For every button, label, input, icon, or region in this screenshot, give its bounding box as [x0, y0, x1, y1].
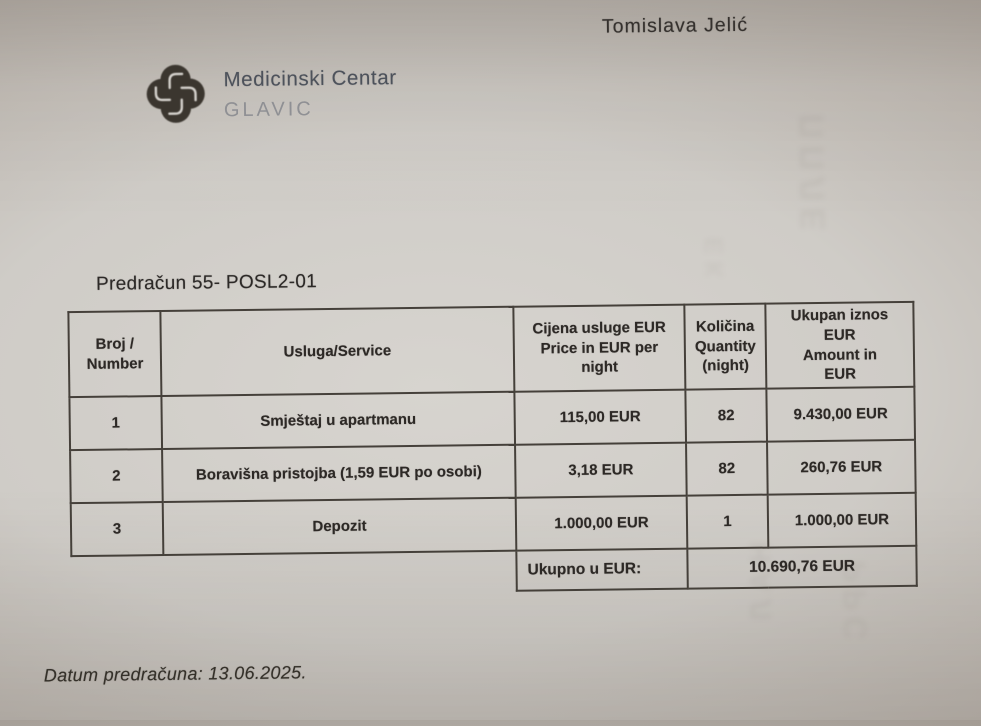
org-name: Medicinski Centar — [223, 66, 397, 92]
bleedthrough-mark: РРС — [836, 560, 874, 647]
org-subname: GLAVIC — [223, 98, 314, 122]
col-header-quantity: Količina Quantity (night) — [684, 304, 766, 390]
row1-number: 1 — [69, 396, 162, 450]
document-date: Datum predračuna: 13.06.2025. — [43, 662, 307, 686]
row2-amount: 260,76 EUR — [767, 440, 916, 495]
col-header-price: Cijena usluge EUR Price in EUR per night — [513, 305, 685, 392]
invoice-table-wrap — [67, 301, 915, 597]
row3-price: 1.000,00 EUR — [516, 496, 688, 551]
row3-quantity: 1 — [687, 495, 769, 549]
col-header-service: Usluga/Service — [160, 307, 514, 396]
col-header-amount: Ukupan iznos EUR Amount in EUR — [765, 302, 914, 389]
row3-amount: 1.000,00 EUR — [768, 493, 917, 548]
row2-quantity: 82 — [686, 442, 768, 496]
document-title: Predračun 55- POSL2-01 — [95, 271, 318, 295]
row1-amount: 9.430,00 EUR — [766, 387, 915, 442]
bleedthrough-mark: ЕК — [698, 237, 730, 285]
row2-number: 2 — [70, 449, 163, 503]
row3-number: 3 — [71, 502, 164, 556]
total-value: 10.690,76 EUR — [687, 546, 916, 589]
row2-price: 3,18 EUR — [515, 443, 687, 498]
table-header-row — [68, 302, 914, 398]
col-header-number: Broj / Number — [68, 311, 161, 397]
brand-text — [223, 58, 397, 122]
row1-price: 115,00 EUR — [514, 390, 686, 445]
row1-quantity: 82 — [685, 389, 767, 443]
total-label: Ukupno u EUR: — [516, 549, 687, 591]
row2-service: Boravišna pristojba (1,59 EUR po osobi) — [162, 445, 516, 502]
bleedthrough-mark: НАЛ — [744, 541, 779, 628]
invoice-table — [67, 301, 917, 598]
recipient-name: Tomislava Jelić — [601, 13, 749, 38]
medical-center-logo-icon — [142, 60, 209, 127]
row1-service: Smještaj u apartmanu — [161, 392, 515, 449]
brand-block — [142, 58, 397, 127]
bleedthrough-mark: ППЛЕ — [793, 113, 833, 238]
row3-service: Depozit — [163, 498, 517, 555]
empty-cell — [71, 551, 516, 596]
